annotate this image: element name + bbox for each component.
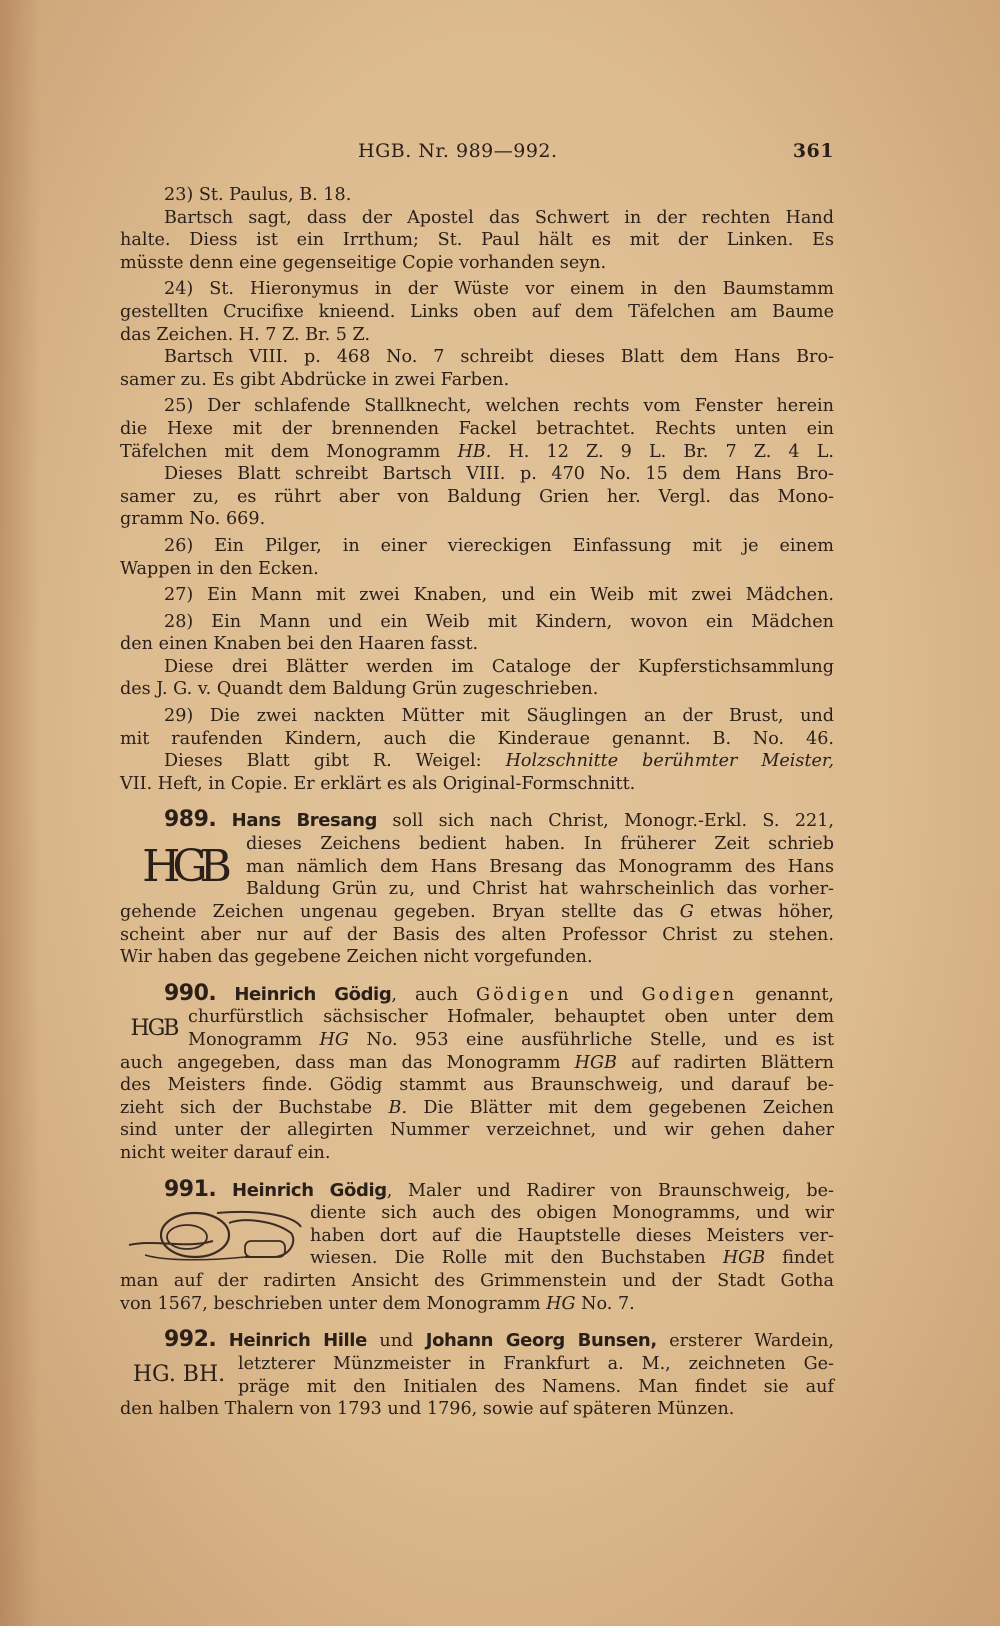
- entry-number: 992.: [164, 1327, 217, 1353]
- text-line: präge mit den Initialen des Namens. Man findet sie auf: [238, 1376, 834, 1397]
- text-line: Bartsch sagt, dass der Apostel das Schwert in der rechten Hand: [164, 207, 834, 228]
- page-stain: [0, 0, 40, 1626]
- text-line: samer zu, es rührt aber von Baldung Grien her. Vergl. das Mono-: [120, 486, 834, 507]
- text-line: 23) St. Paulus, B. 18.: [164, 185, 352, 205]
- entry-991: [120, 1176, 835, 1316]
- entry-heading: 991. Heinrich Gödig, Maler und Radirer von Braunschweig, be-: [164, 1176, 835, 1202]
- entry-990: [120, 980, 835, 1165]
- entry-name: Heinrich Hille: [228, 1330, 367, 1352]
- text-line: gestellten Crucifixe knieend. Links oben auf dem Täfelchen am Baume: [120, 301, 834, 322]
- running-header: [120, 140, 834, 170]
- entry-name: Hans Bresang: [231, 810, 378, 832]
- text-line: 28) Ein Mann und ein Weib mit Kindern, wovon ein Mädchen: [164, 611, 834, 632]
- item-24: [120, 278, 834, 391]
- page-number: 361: [792, 140, 834, 162]
- item-28: [120, 611, 834, 701]
- running-title: HGB. Nr. 989—992.: [358, 140, 558, 162]
- item-23: [120, 184, 834, 274]
- monogram-hgb-small-mark: HGB: [130, 1015, 178, 1041]
- text-line: zieht sich der Buchstabe B. Die Blätter mit dem gegebenen Zeichen: [120, 1097, 835, 1118]
- entry-989: [120, 809, 834, 968]
- entry-number: 991.: [164, 1176, 217, 1202]
- text-line: nicht weiter darauf ein.: [120, 1142, 331, 1163]
- entry-number: 989.: [164, 807, 217, 833]
- entry-992: [120, 1329, 834, 1420]
- text-line: Täfelchen mit dem Monogramm HB. H. 12 Z. 9 L. Br. 7 Z. 4 L.: [120, 441, 834, 462]
- entry-name: Heinrich Gödig: [234, 983, 392, 1005]
- text-line: haben dort auf die Hauptstelle dieses Meisters ver-: [310, 1225, 834, 1246]
- text-line: Bartsch VIII. p. 468 No. 7 schreibt dieses Blatt dem Hans Bro-: [164, 347, 834, 368]
- text-line: den einen Knaben bei den Haaren fasst.: [120, 634, 479, 655]
- monogram-ref: HB.: [457, 441, 492, 462]
- text-line: auch angegeben, dass man das Monogramm HGB auf radirten Blättern: [120, 1052, 835, 1073]
- entry-heading: 992. Heinrich Hille und Johann Georg Bunsen, ersterer Wardein,: [164, 1327, 835, 1353]
- text-line: Monogramm HG No. 953 eine ausführliche Stelle, und es ist: [188, 1030, 835, 1050]
- text-line: 24) St. Hieronymus in der Wüste vor einem in den Baumstamm: [164, 279, 834, 300]
- text-line: 25) Der schlafende Stallknecht, welchen rechts vom Fenster herein: [164, 396, 834, 417]
- text-line: das Zeichen. H. 7 Z. Br. 5 Z.: [120, 324, 371, 345]
- text-line: die Hexe mit der brennenden Fackel betrachtet. Rechts unten ein: [120, 418, 834, 439]
- entry-name: Johann Georg Bunsen,: [425, 1330, 657, 1352]
- text-line: letzterer Münzmeister in Frankfurt a. M., zeichneten Ge-: [238, 1353, 834, 1374]
- text-line: Baldung Grün zu, und Christ hat wahrscheinlich das vorher-: [246, 879, 834, 900]
- monogram-hgb-mark: HGB: [142, 840, 224, 892]
- text-line: wiesen. Die Rolle mit den Buchstaben HGB findet: [310, 1248, 834, 1269]
- text-line: sind unter der allegirten Nummer verzeichnet, und wir gehen daher: [120, 1120, 834, 1141]
- text-line: scheint aber nur auf der Basis des alten Professor Christ zu stehen.: [120, 924, 834, 945]
- item-26: [120, 535, 834, 580]
- text-line: samer zu. Es gibt Abdrücke in zwei Farben.: [120, 369, 510, 390]
- text-line: müsste denn eine gegenseitige Copie vorhanden seyn.: [120, 252, 607, 273]
- text-line: Wir haben das gegebene Zeichen nicht vorgefunden.: [120, 947, 593, 968]
- text-line: 26) Ein Pilger, in einer viereckigen Einfassung mit je einem: [164, 535, 834, 556]
- text-line: diente sich auch des obigen Monogramms, und wir: [310, 1203, 834, 1224]
- text-line: 27) Ein Mann mit zwei Knaben, und ein Weib mit zwei Mädchen.: [164, 585, 834, 606]
- text-line: Diese drei Blätter werden im Cataloge der Kupferstichsammlung: [164, 656, 834, 677]
- text-line: dieses Zeichens bedient haben. In früherer Zeit schrieb: [246, 834, 834, 855]
- scroll-monogram-icon: [120, 1202, 310, 1270]
- initials-mark: HG. BH.: [132, 1362, 226, 1388]
- text-line: churfürstlich sächsischer Hofmaler, behauptet oben unter dem: [188, 1007, 834, 1028]
- text-line: man nämlich dem Hans Bresang das Monogramm des Hans: [246, 856, 834, 877]
- item-29: [120, 705, 834, 795]
- text-line: man auf der radirten Ansicht des Grimmenstein und der Stadt Gotha: [120, 1271, 834, 1292]
- entry-number: 990.: [164, 980, 217, 1006]
- text-line: Dieses Blatt gibt R. Weigel: Holzschnitte berühmter Meister,: [164, 751, 835, 772]
- page-text: [120, 140, 834, 1421]
- text-line: mit raufenden Kindern, auch die Kinderaue genannt. B. No. 46.: [120, 728, 834, 749]
- text-line: den halben Thalern von 1793 und 1796, sowie auf späteren Münzen.: [120, 1399, 735, 1420]
- book-title: Holzschnitte berühmter Meister,: [505, 751, 835, 772]
- text-line: von 1567, beschrieben unter dem Monogramm HG No. 7.: [120, 1293, 635, 1314]
- text-line: des J. G. v. Quandt dem Baldung Grün zugeschrieben.: [120, 679, 599, 700]
- text-line: des Meisters finde. Gödig stammt aus Braunschweig, und darauf be-: [120, 1075, 834, 1096]
- item-27: [120, 584, 834, 607]
- text-line: Dieses Blatt schreibt Bartsch VIII. p. 470 No. 15 dem Hans Bro-: [164, 464, 834, 485]
- entry-heading: 990. Heinrich Gödig, auch Gödigen und Godigen genannt,: [164, 980, 835, 1006]
- text-line: Wappen in den Ecken.: [120, 558, 319, 579]
- text-line: gehende Zeichen ungenau gegeben. Bryan stellte das G etwas höher,: [120, 902, 834, 923]
- entry-name: Heinrich Gödig: [232, 1179, 387, 1201]
- text-line: halte. Diess ist ein Irrthum; St. Paul hält es mit der Linken. Es: [120, 230, 834, 251]
- text-line: 29) Die zwei nackten Mütter mit Säuglingen an der Brust, und: [164, 706, 834, 727]
- entry-heading: 989. Hans Bresang soll sich nach Christ, Monogr.-Erkl. S. 221,: [164, 807, 834, 833]
- item-25: [120, 395, 834, 531]
- text-line: VII. Heft, in Copie. Er erklärt es als Original-Formschnitt.: [120, 773, 636, 794]
- text-line: gramm No. 669.: [120, 509, 266, 530]
